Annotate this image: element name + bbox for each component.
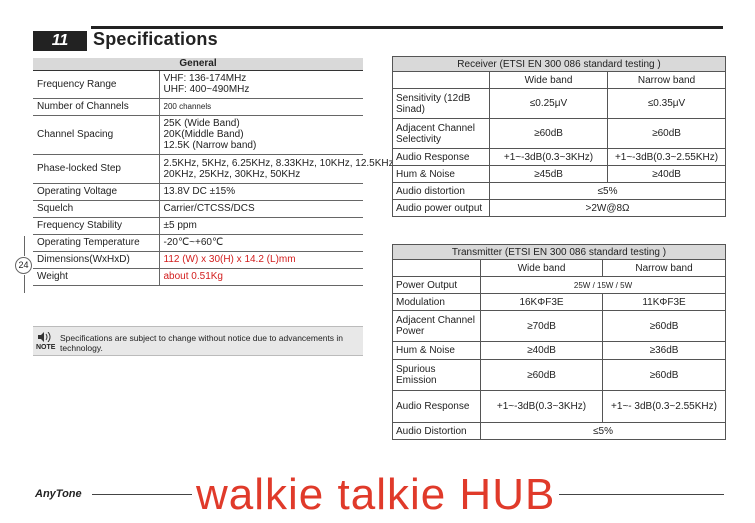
spec-value: 200 channels xyxy=(159,98,363,115)
table-row xyxy=(33,200,363,217)
spec-value-line: 25K (Wide Band) xyxy=(163,118,240,129)
table-row xyxy=(393,311,726,342)
spec-value-line: 2.5KHz, 5KHz, 6.25KHz, 8.33KHz, 10KHz, 12.5KHz xyxy=(163,157,394,169)
narrow-value: ≥60dB xyxy=(603,360,726,391)
spec-label: Modulation xyxy=(393,294,481,311)
wide-value: +1~-3dB(0.3~3KHz) xyxy=(481,391,603,423)
blank-header-cell xyxy=(393,260,481,277)
column-header-wide: Wide band xyxy=(481,260,603,277)
table-row xyxy=(33,268,363,285)
spec-value: 13.8V DC ±15% xyxy=(159,183,363,200)
receiver-title: Receiver (ETSI EN 300 086 standard testing ) xyxy=(393,57,726,72)
receiver-specs-table xyxy=(392,56,726,217)
spec-value-line: 20K(Middle Band) xyxy=(163,129,244,140)
narrow-value: ≥60dB xyxy=(603,311,726,342)
note-box xyxy=(33,326,363,356)
combined-value: ≤5% xyxy=(481,423,726,440)
margin-rule-top xyxy=(24,236,25,256)
wide-value: ≤0.25μV xyxy=(490,89,608,119)
spec-value-line: UHF: 400~490MHz xyxy=(163,84,250,95)
transmitter-title: Transmitter (ETSI EN 300 086 standard testing ) xyxy=(393,245,726,260)
table-row xyxy=(33,234,363,251)
column-header-narrow: Narrow band xyxy=(603,260,726,277)
spec-label: Number of Channels xyxy=(33,98,159,115)
spec-label: Dimensions(WxHxD) xyxy=(33,251,159,268)
spec-value: ±5 ppm xyxy=(159,217,363,234)
spec-value: -20℃~+60℃ xyxy=(159,234,363,251)
section-header xyxy=(33,24,723,54)
wide-value: ≥60dB xyxy=(490,119,608,149)
spec-label: Hum & Noise xyxy=(393,166,490,183)
table-row xyxy=(393,277,726,294)
wide-value: ≥45dB xyxy=(490,166,608,183)
narrow-value: +1~-3dB(0.3~2.55KHz) xyxy=(608,149,726,166)
spec-label: Weight xyxy=(33,268,159,285)
table-row xyxy=(393,149,726,166)
table-row xyxy=(393,360,726,391)
spec-label: Squelch xyxy=(33,200,159,217)
spec-value: Carrier/CTCSS/DCS xyxy=(159,200,363,217)
table-header-row xyxy=(393,72,726,89)
narrow-value: ≥40dB xyxy=(608,166,726,183)
page-title: Specifications xyxy=(93,29,218,49)
wide-value: ≥60dB xyxy=(481,360,603,391)
wide-value: 16KΦF3E xyxy=(481,294,603,311)
table-row xyxy=(393,342,726,360)
general-heading: General xyxy=(33,58,363,70)
spec-value-line: 20KHz, 25KHz, 30KHz, 50KHz xyxy=(163,168,301,180)
spec-label: Operating Temperature xyxy=(33,234,159,251)
wide-value: +1~-3dB(0.3~3KHz) xyxy=(490,149,608,166)
spec-label: Audio distortion xyxy=(393,183,490,200)
spec-label: Operating Voltage xyxy=(33,183,159,200)
wide-value: ≥70dB xyxy=(481,311,603,342)
spec-label: Audio Response xyxy=(393,149,490,166)
table-row xyxy=(33,183,363,200)
narrow-value: +1~- 3dB(0.3~2.55KHz) xyxy=(603,391,726,423)
spec-label: Frequency Stability xyxy=(33,217,159,234)
spec-label: Hum & Noise xyxy=(393,342,481,360)
table-row xyxy=(33,70,363,98)
combined-value: ≤5% xyxy=(490,183,726,200)
spec-label: Phase-locked Step xyxy=(33,154,159,183)
table-row xyxy=(393,166,726,183)
combined-value: 25W / 15W / 5W xyxy=(481,277,726,294)
table-row xyxy=(393,294,726,311)
note-text: Specifications are subject to change without notice due to advancements in technology. xyxy=(60,333,344,353)
spec-label: Frequency Range xyxy=(33,70,159,98)
speaker-icon xyxy=(37,332,51,344)
table-row xyxy=(393,391,726,423)
page-number: 24 xyxy=(15,257,32,274)
margin-rule-bottom xyxy=(24,275,25,293)
spec-value xyxy=(159,70,363,98)
spec-value xyxy=(159,154,394,183)
table-row xyxy=(33,251,363,268)
table-header-row xyxy=(393,260,726,277)
spec-label: Sensitivity (12dB Sinad) xyxy=(393,89,490,119)
spec-label: Power Output xyxy=(393,277,481,294)
watermark: walkie talkie HUB xyxy=(192,470,559,520)
narrow-value: 11KΦF3E xyxy=(603,294,726,311)
table-row xyxy=(393,200,726,217)
narrow-value: ≤0.35μV xyxy=(608,89,726,119)
spec-label: Spurious Emission xyxy=(393,360,481,391)
spec-label: Adjacent Channel Power xyxy=(393,311,481,342)
table-row xyxy=(33,98,363,115)
spec-value-line: VHF: 136-174MHz xyxy=(163,73,247,84)
table-row xyxy=(33,217,363,234)
spec-value xyxy=(159,115,363,154)
table-row xyxy=(33,154,363,183)
spec-value: about 0.51Kg xyxy=(159,268,363,285)
note-label: NOTE xyxy=(36,344,56,351)
column-header-wide: Wide band xyxy=(490,72,608,89)
narrow-value: ≥36dB xyxy=(603,342,726,360)
table-row xyxy=(393,89,726,119)
table-row xyxy=(393,119,726,149)
brand-logo: AnyTone xyxy=(35,488,82,500)
combined-value: >2W@8Ω xyxy=(490,200,726,217)
spec-label: Adjacent Channel Selectivity xyxy=(393,119,490,149)
wide-value: ≥40dB xyxy=(481,342,603,360)
table-row xyxy=(33,115,363,154)
spec-label: Audio Response xyxy=(393,391,481,423)
table-row xyxy=(393,183,726,200)
spec-value-line: 12.5K (Narrow band) xyxy=(163,140,257,151)
narrow-value: ≥60dB xyxy=(608,119,726,149)
spec-label: Audio Distortion xyxy=(393,423,481,440)
general-specs-table xyxy=(33,58,394,286)
spec-label: Audio power output xyxy=(393,200,490,217)
chapter-number-badge: 11 xyxy=(33,31,87,51)
transmitter-specs-table xyxy=(392,244,726,440)
spec-label: Channel Spacing xyxy=(33,115,159,154)
table-row xyxy=(393,423,726,440)
blank-header-cell xyxy=(393,72,490,89)
column-header-narrow: Narrow band xyxy=(608,72,726,89)
spec-value: 112 (W) x 30(H) x 14.2 (L)mm xyxy=(159,251,363,268)
